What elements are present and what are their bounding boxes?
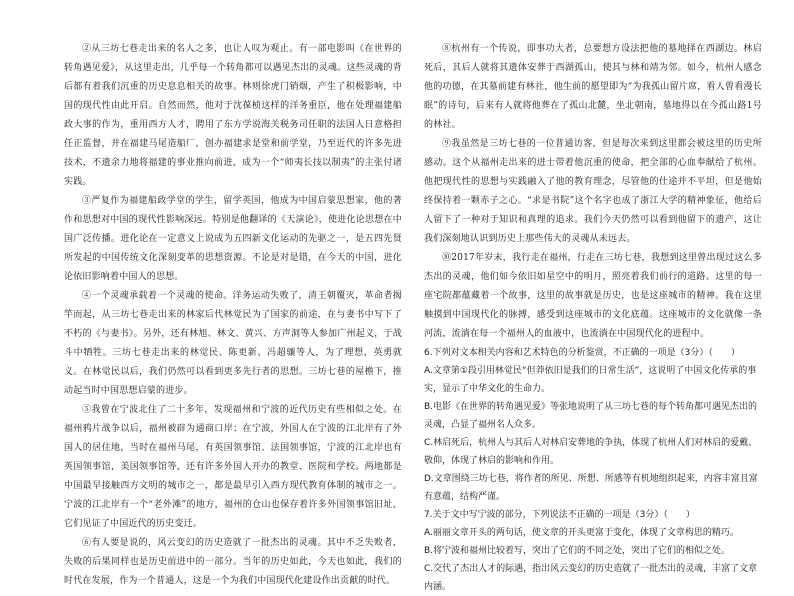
left-column [64,40,402,591]
paragraph-10: ⑩2017年岁末，我行走在福州，行走在三坊七巷，我想到这里曾出现过这么多杰出的灵魂，他们如今依旧如星空中的明月，照亮着我们前行的道路。这里的每一座宅院都蕴藏着一个故事，这里的故事就是历史，也是这座城市的精神。我在这里触摸到中国现代化的脉搏，感受到这座城市的文化底蕴。这座城市的文化就像一条河流，流淌在每一个福州人的血液中，也流淌在中国现代化的进程中。 [424,253,762,339]
right-column [424,40,762,596]
paragraph-8: ⑧杭州有一个传说，即事功大者，总要想方设法把他的墓地择在西湖边。林启死后，其后人就将其遗体安葬于西湖孤山，使其与林和靖为邻。如今，杭州人感念他的功德，在其墓前建有林社，他生前的愿望即为“为我孤山留片席，看人曾看漫长眠”的诗句，后来有人就将他葬在了孤山北麓，坐北朝南，墓地得以在今孤山路1号的林社。 [424,44,762,130]
question-7-option-c: C.交代了杰出人才的际遇，指出风云变幻的历史造就了一批杰出的灵魂，丰富了文章内涵。 [424,564,758,592]
paragraph-6: ⑥有人要是说的，风云变幻的历史造就了一批杰出的灵魂。其中不乏失败者，失败的后果同样也是历史前进中的一部分。当年的历史如此，今天也如此，我们的时代在发展，作为一个普通人，这是一个为我们中国现代化建设作出贡献的时代。 [64,538,402,586]
question-6-option-a: A.文章第①段引用林觉民“但莽依旧是我们的日常生活”，这说明了中国文化传承的事实，显示了中华文化的生命力。 [424,366,757,394]
paragraph-4: ④一个灵魂承载着一个灵魂的使命。洋务运动失败了，清王朝覆灭，革命者揭竿而起，从三坊七巷走出来的林家后代林觉民为了国家的前途，在与妻书中写下了不朽的《与妻书》。另外，还有林旭、林文、黄兴、方声洞等人参加广州起义，于战斗中牺牲。三坊七巷走出来的林觉民、陈更新、冯超骧等人，为了理想，英勇就义。在林觉民以后，我们仍然可以看到更多先行者的思想。三坊七巷的屋檐下，推动起当时中国思想启蒙的进步。 [64,291,402,396]
paragraph-9: ⑨我虽然是三坊七巷的一位普通访客，但是每次来到这里都会被这里的历史所感动。这个从福州走出来的进士带着他沉重的使命，把全部的心血奉献给了杭州。他把现代性的思想与实践融入了他的教育理念，尽管他的仕途并不平坦，但是他始终保持着一颗赤子之心。“求是书院”这个名字也成了浙江大学的精神象征，他给后人留下了一种对于知识和真理的追求。我们今天仍然可以看到他留下的遗产，这让我们深刻地认识到历史上那些伟大的灵魂从未远去。 [424,139,762,244]
paragraph-5: ⑤我曾在宁波北住了二十多年，发现福州和宁波的近代历史有些相似之处。在福州鸦片战争以后，福州被辟为通商口岸；在宁波，外国人在宁波的江北岸有了外国人的居住地，当时在福州马尾，有英国领事馆、法国领事馆，宁波的江北岸也有英国领事馆，美国领事馆等，还有许多外国人开办的教堂、医院和学校。两地都是中国最早接触西方文明的城市之一，都是最早引入西方现代教育体制的城市之一。宁波的江北岸有一个“老外滩”的地方，福州的仓山也保存着许多外国领事馆旧址，它们见证了中国近代的历史变迁。 [64,405,402,529]
question-6-option-d: D.文章围绕三坊七巷，将作者的所见、所想、所感等有机地组织起来，内容丰富且富有意蕴，结构严谨。 [424,474,758,502]
question-6-stem: 6.下列对文本相关内容和艺术特色的分析鉴赏，不正确的一项是（3分）（ ） [424,348,740,358]
paragraph-3: ③严复作为福建船政学堂的学生，留学英国，他成为中国启蒙思想家，他的著作和思想对中国的现代性影响深远。特别是他翻译的《天演论》，使进化论思想在中国广泛传播。进化论在一定意义上说成为五四新文化运动的先驱之一，是五四先贤所发起的中国传统文化深刻变革的思想资源。不论是对是错，在今天的中国，进化论依旧影响着中国人的思想。 [64,196,402,282]
question-7-option-a: A.丽丽文章开头的两句话，使文章的开头更富于变化，体现了文章构思的精巧。 [424,528,739,538]
question-7-option-b: B.将宁波和福州比较着写，突出了它们的不同之处，突出了它们的相似之处。 [424,546,731,556]
question-7-stem: 7.关于文中写宁波的部分，下列说法不正确的一项是（3分）（ ） [424,510,695,520]
paragraph-2: ②从三坊七巷走出来的名人之多，也让人叹为观止。有一部电影叫《在世界的转角遇见爱》，从这里走出，几乎每一个转角都可以遇见杰出的灵魂。这些灵魂的背后都有着我们沉重的历史息息相关的故事。林则徐虎门销烟，产生了积极影响，中国的现代性由此开启。自然而然，他对于沈葆桢这样的洋务重臣，他在处理福建船政大事的作为，重用西方人才，聘用了东方学说海关税务司任职的法国人日意格担任正监督，并在福建马尾造船厂，创办福建求是堂和前学堂，乃至近代的许多先进技术，不遗余力地将福建的事业推向前进，成为一个“师夷长技以制夷”的主张付诸实践。 [64,44,402,187]
question-6-option-b: B.电影《在世界的转角遇见爱》等张地说明了从三坊七巷的每个转角都可遇见杰出的灵魂，凸显了福州名人众多。 [424,402,758,430]
question-6-option-c: C.林启死后，杭州人与其后人对林启安葬地的争执，体现了杭州人们对林启的爱戴、敬仰，体现了林启的影响和作用。 [424,438,758,466]
